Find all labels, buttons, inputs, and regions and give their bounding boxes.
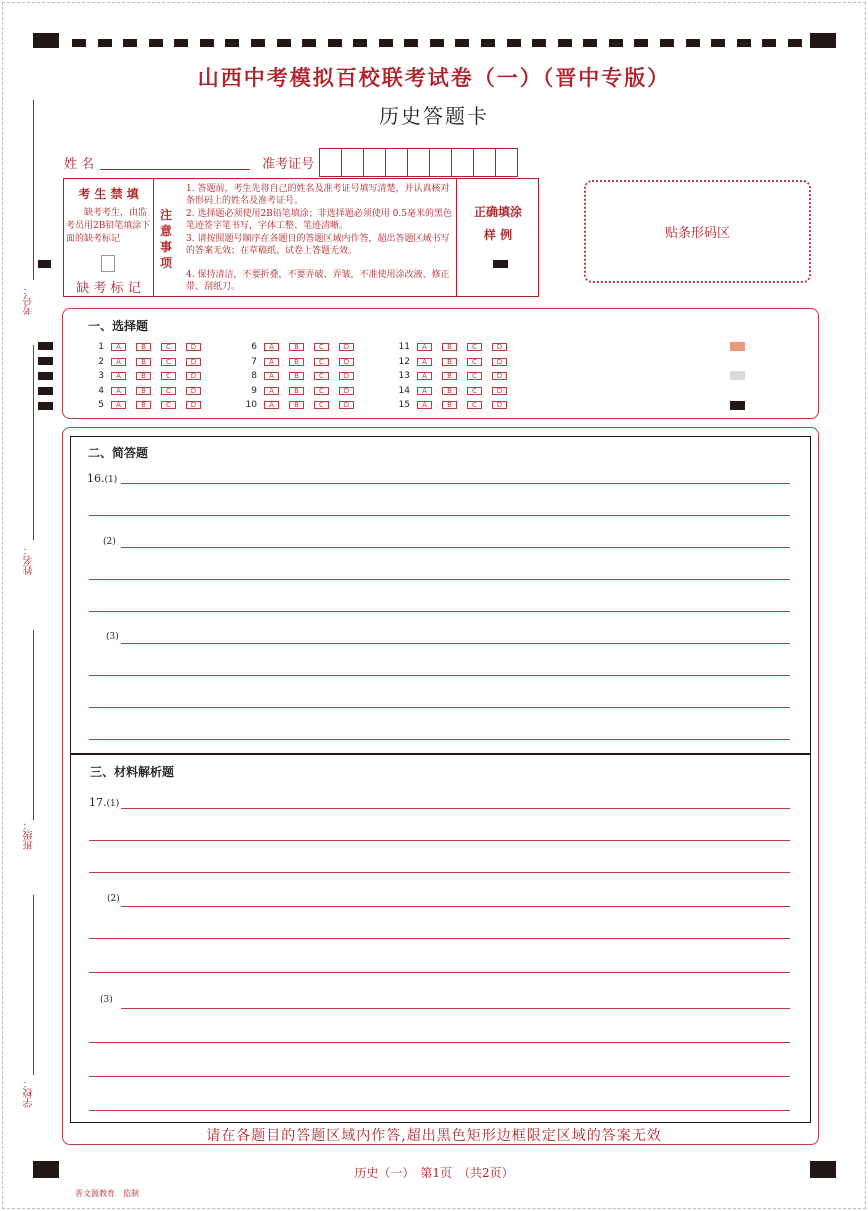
question-number: 12 bbox=[398, 356, 410, 367]
choice-question bbox=[82, 342, 211, 352]
answer-bubble-c[interactable]: C bbox=[161, 372, 176, 380]
answer-bubble-d[interactable]: D bbox=[339, 343, 354, 351]
side-mark bbox=[38, 357, 53, 365]
answer-bubble-b[interactable]: B bbox=[136, 387, 151, 395]
answer-bubble-b[interactable]: B bbox=[289, 387, 304, 395]
answer-line[interactable] bbox=[121, 1008, 790, 1009]
answer-bubble-b[interactable]: B bbox=[442, 387, 457, 395]
answer-bubble-b[interactable]: B bbox=[442, 343, 457, 351]
answer-bubble-d[interactable]: D bbox=[339, 387, 354, 395]
q16-part-1: (1) bbox=[104, 475, 118, 485]
answer-bubble-d[interactable]: D bbox=[492, 387, 507, 395]
answer-bubble-c[interactable]: C bbox=[161, 358, 176, 366]
side-label-class: 班级： bbox=[24, 820, 35, 850]
q16-number: 16.(1) bbox=[87, 472, 118, 485]
question-number: 3 bbox=[98, 371, 104, 381]
answer-bubble-a[interactable]: A bbox=[417, 401, 432, 409]
choice-question bbox=[388, 371, 517, 381]
corner-mark-top-left bbox=[33, 33, 59, 48]
side-line-2 bbox=[33, 345, 34, 540]
q16-part-3: (3) bbox=[106, 632, 119, 642]
legend-swatch-2 bbox=[730, 371, 745, 380]
answer-bubble-a[interactable]: A bbox=[111, 401, 126, 409]
answer-bubble-b[interactable]: B bbox=[289, 401, 304, 409]
material-title: 三、材料解析题 bbox=[90, 765, 175, 779]
choice-title: 一、选择题 bbox=[88, 319, 149, 333]
answer-bubble-a[interactable]: A bbox=[417, 387, 432, 395]
question-number: 7 bbox=[251, 356, 257, 367]
correct-fill-label: 正确填涂 bbox=[473, 205, 522, 219]
question-number: 8 bbox=[251, 371, 257, 381]
answer-line[interactable] bbox=[89, 611, 790, 612]
forbid-cell bbox=[64, 179, 154, 296]
choice-question bbox=[388, 400, 517, 410]
answer-line[interactable] bbox=[89, 938, 790, 939]
answer-bubble-d[interactable]: D bbox=[339, 401, 354, 409]
answer-bubble-c[interactable]: C bbox=[314, 372, 329, 380]
q16-part-2: (2) bbox=[103, 537, 116, 547]
short-answer-title: 二、简答题 bbox=[88, 446, 149, 460]
footer-page-number: 历史（一） 第1页 （共2页） bbox=[354, 1166, 514, 1180]
side-mark bbox=[38, 387, 53, 395]
answer-bubble-a[interactable]: A bbox=[264, 401, 279, 409]
answer-line[interactable] bbox=[121, 808, 790, 809]
question-number: 14 bbox=[398, 385, 410, 396]
absent-mark-label: 缺 考 标 记 bbox=[76, 281, 141, 296]
page-title: 山西中考模拟百校联考试卷（一）（晋中专版） bbox=[197, 66, 671, 90]
answer-line[interactable] bbox=[89, 872, 790, 873]
answer-line[interactable] bbox=[121, 547, 790, 548]
sample-fill-mark bbox=[493, 260, 508, 268]
exam-id-label: 准考证号 bbox=[262, 157, 315, 172]
answer-bubble-a[interactable]: A bbox=[111, 343, 126, 351]
exam-id-boxes[interactable] bbox=[320, 148, 518, 177]
footer-notice: 请在各题目的答题区域内作答,超出黑色矩形边框限定区域的答案无效 bbox=[206, 1128, 662, 1144]
q17-part-2: (2) bbox=[107, 894, 120, 904]
answer-bubble-a[interactable]: A bbox=[264, 372, 279, 380]
note-2: 2. 选择题必须使用2B铅笔填涂；非选择题必须使用 0.5毫米的黑色笔迹签字笔书写，字体工整、笔迹清晰。 bbox=[186, 209, 452, 231]
notes-cell bbox=[182, 179, 457, 296]
corner-mark-top-right bbox=[810, 33, 836, 48]
answer-bubble-a[interactable]: A bbox=[111, 358, 126, 366]
choice-question bbox=[235, 386, 364, 396]
side-line-3 bbox=[33, 630, 34, 820]
legend-swatch-1 bbox=[730, 342, 745, 351]
side-line-1 bbox=[33, 100, 34, 280]
question-number: 4 bbox=[98, 385, 104, 396]
note-3: 3. 请按照题号顺序在各题目的答题区域内作答，超出答题区域书写的答案无效；在草稿纸、试卷上答题无效。 bbox=[186, 234, 450, 256]
answer-line[interactable] bbox=[89, 579, 790, 580]
question-number: 5 bbox=[98, 400, 104, 410]
q17-number: 17.(1) bbox=[89, 796, 120, 809]
side-mark bbox=[38, 372, 53, 380]
name-field[interactable] bbox=[100, 156, 250, 170]
timing-bar bbox=[72, 39, 802, 47]
answer-line[interactable] bbox=[89, 840, 790, 841]
barcode-area bbox=[584, 180, 811, 283]
question-number: 6 bbox=[251, 342, 257, 352]
info-table bbox=[63, 178, 539, 297]
answer-line[interactable] bbox=[89, 515, 790, 516]
side-label-exam-no: 考号： bbox=[24, 285, 35, 315]
footer-brand: 晋文源教育 监制 bbox=[75, 1189, 139, 1198]
q17-part-1: (1) bbox=[106, 799, 120, 809]
answer-bubble-c[interactable]: C bbox=[467, 343, 482, 351]
absent-checkbox[interactable] bbox=[101, 255, 115, 272]
answer-bubble-d[interactable]: D bbox=[186, 358, 201, 366]
answer-bubble-a[interactable]: A bbox=[111, 387, 126, 395]
choice-question bbox=[82, 357, 211, 367]
answer-bubble-b[interactable]: B bbox=[289, 358, 304, 366]
question-number: 11 bbox=[398, 342, 410, 352]
name-row bbox=[64, 148, 518, 177]
answer-line[interactable] bbox=[89, 1076, 790, 1077]
choice-question bbox=[235, 342, 364, 352]
answer-bubble-d[interactable]: D bbox=[186, 401, 201, 409]
answer-bubble-d[interactable]: D bbox=[492, 401, 507, 409]
answer-bubble-d[interactable]: D bbox=[186, 387, 201, 395]
answer-bubble-c[interactable]: C bbox=[161, 343, 176, 351]
notes-title-cell bbox=[154, 179, 182, 296]
answer-bubble-c[interactable]: C bbox=[467, 372, 482, 380]
answer-bubble-a[interactable]: A bbox=[264, 343, 279, 351]
side-mark bbox=[38, 342, 53, 350]
answer-line[interactable] bbox=[121, 906, 790, 907]
side-label-school: 学校： bbox=[24, 1078, 35, 1108]
side-mark bbox=[38, 260, 51, 268]
choice-question bbox=[82, 386, 211, 396]
answer-bubble-b[interactable]: B bbox=[442, 358, 457, 366]
answer-line[interactable] bbox=[89, 707, 790, 708]
page-subtitle: 历史答题卡 bbox=[379, 104, 489, 128]
answer-line[interactable] bbox=[89, 1110, 790, 1111]
barcode-label: 贴条形码区 bbox=[664, 226, 730, 241]
side-line-4 bbox=[33, 895, 34, 1075]
answer-bubble-c[interactable]: C bbox=[314, 401, 329, 409]
q17-part-3: (3) bbox=[100, 995, 113, 1005]
answer-bubble-d[interactable]: D bbox=[492, 372, 507, 380]
answer-bubble-c[interactable]: C bbox=[314, 387, 329, 395]
question-number: 13 bbox=[398, 371, 410, 381]
answer-line[interactable] bbox=[89, 1042, 790, 1043]
sample-cell bbox=[457, 179, 539, 296]
answer-bubble-b[interactable]: B bbox=[442, 401, 457, 409]
question-number: 15 bbox=[398, 400, 410, 410]
answer-bubble-a[interactable]: A bbox=[264, 387, 279, 395]
answer-bubble-b[interactable]: B bbox=[289, 372, 304, 380]
answer-bubble-c[interactable]: C bbox=[467, 358, 482, 366]
forbid-text: 缺考考生，由监考员用2B铅笔填涂下面的缺考标记 bbox=[66, 208, 151, 244]
answer-bubble-a[interactable]: A bbox=[417, 372, 432, 380]
answer-bubble-a[interactable]: A bbox=[417, 343, 432, 351]
forbid-title: 考 生 禁 填 bbox=[78, 187, 139, 201]
side-label-name: 姓名： bbox=[24, 545, 35, 575]
answer-bubble-b[interactable]: B bbox=[289, 343, 304, 351]
answer-bubble-c[interactable]: C bbox=[161, 401, 176, 409]
answer-bubble-c[interactable]: C bbox=[467, 401, 482, 409]
name-label: 姓 名 bbox=[64, 157, 95, 172]
choice-question bbox=[388, 342, 517, 352]
answer-bubble-b[interactable]: B bbox=[136, 343, 151, 351]
answer-bubble-b[interactable]: B bbox=[136, 401, 151, 409]
side-mark bbox=[38, 402, 53, 410]
sample-label: 样 例 bbox=[483, 228, 513, 242]
answer-bubble-b[interactable]: B bbox=[136, 372, 151, 380]
answer-bubble-d[interactable]: D bbox=[492, 343, 507, 351]
legend-swatch-3 bbox=[730, 401, 745, 410]
note-1: 1. 答题前，考生先将自己的姓名及准考证号填写清楚，并认真核对条形码上的姓名及准考证号。 bbox=[186, 184, 450, 206]
answer-bubble-a[interactable]: A bbox=[264, 358, 279, 366]
answer-line[interactable] bbox=[89, 675, 790, 676]
choice-question bbox=[235, 357, 364, 367]
answer-bubble-a[interactable]: A bbox=[417, 358, 432, 366]
answer-bubble-c[interactable]: C bbox=[161, 387, 176, 395]
question-number: 2 bbox=[98, 356, 104, 367]
question-number: 10 bbox=[245, 400, 257, 410]
choice-question bbox=[82, 400, 211, 410]
answer-bubble-d[interactable]: D bbox=[339, 358, 354, 366]
notes-title: 注 意 事 项 bbox=[160, 208, 173, 270]
answer-line[interactable] bbox=[89, 972, 790, 973]
answer-bubble-c[interactable]: C bbox=[467, 387, 482, 395]
answer-bubble-b[interactable]: B bbox=[136, 358, 151, 366]
question-number: 9 bbox=[251, 385, 257, 396]
answer-bubble-b[interactable]: B bbox=[442, 372, 457, 380]
answer-line[interactable] bbox=[121, 643, 790, 644]
answer-bubble-d[interactable]: D bbox=[186, 343, 201, 351]
choice-question bbox=[235, 400, 364, 410]
answer-bubble-c[interactable]: C bbox=[314, 343, 329, 351]
answer-bubble-d[interactable]: D bbox=[492, 358, 507, 366]
note-4: 4. 保持清洁，不要折叠，不要弄破、弄皱，不准使用涂改液、修正带、刮纸刀。 bbox=[186, 270, 450, 292]
answer-bubble-c[interactable]: C bbox=[314, 358, 329, 366]
choice-question bbox=[235, 371, 364, 381]
question-number: 1 bbox=[98, 342, 104, 352]
answer-line[interactable] bbox=[121, 483, 790, 484]
answer-bubble-d[interactable]: D bbox=[339, 372, 354, 380]
choice-question bbox=[388, 386, 517, 396]
answer-bubble-d[interactable]: D bbox=[186, 372, 201, 380]
answer-bubble-a[interactable]: A bbox=[111, 372, 126, 380]
choice-question bbox=[388, 357, 517, 367]
answer-line[interactable] bbox=[89, 739, 790, 740]
choice-question bbox=[82, 371, 211, 381]
